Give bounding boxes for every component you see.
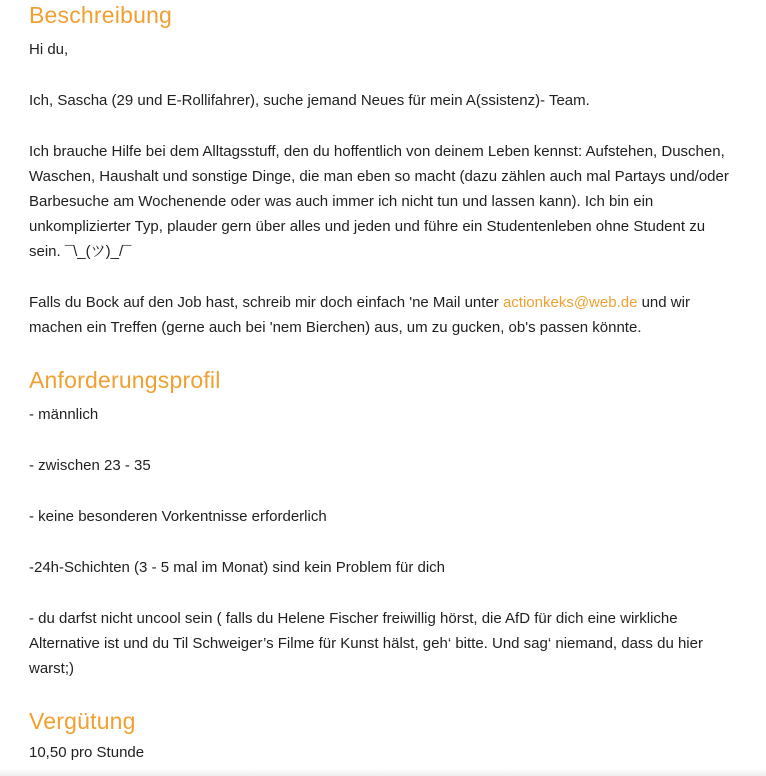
requirement-item: -24h-Schichten (3 - 5 mal im Monat) sind kein Problem für dich <box>29 559 446 576</box>
requirement-item: - männlich <box>29 406 99 423</box>
section-title-beschreibung: Beschreibung <box>29 2 173 28</box>
requirement-item: - keine besonderen Vorkentnisse erforderlich <box>29 508 327 525</box>
section-title-anforderungsprofil: Anforderungsprofil <box>29 367 221 393</box>
bottom-fade-divider <box>0 768 766 776</box>
contact-text-after: und wir machen ein Treffen (gerne auch bei 'nem Bierchen) aus, um zu gucken, ob's passen könnte. <box>29 294 690 336</box>
intro-text: Ich, Sascha (29 und E-Rollifahrer), suche jemand Neues für mein A(ssistenz)- Team. <box>29 92 590 109</box>
salary-text: 10,50 pro Stunde <box>29 744 145 761</box>
greeting-text: Hi du, <box>29 41 69 58</box>
contact-text <box>29 290 739 340</box>
section-title-verguetung: Vergütung <box>29 708 136 734</box>
requirement-item: - du darfst nicht uncool sein ( falls du Helene Fischer freiwillig hörst, die AfD für dich eine wirkliche Alternative ist und du Til Schweiger’s Filme für Kunst hälst, geh‘ bitte. Und sag‘ niemand, dass du hier warst;) <box>29 610 703 677</box>
description-text: Ich brauche Hilfe bei dem Alltagsstuff, den du hoffentlich von deinem Leben kennst: Aufstehen, Duschen, Waschen, Haushalt und sonstige Dinge, die man eben so macht (dazu zählen auch mal Partays und/oder Barbesuche am Wochenende oder was auch immer ich nicht tun und lassen kann). Ich bin ein unkomplizierter Typ, plauder gern über alles und jeden und führe ein Studentenleben ohne Student zu sein. ¯\_(ツ)_/¯ <box>29 143 729 260</box>
requirement-item: - zwischen 23 - 35 <box>29 457 151 474</box>
email-link[interactable]: actionkeks@web.de <box>502 294 638 311</box>
contact-text-before: Falls du Bock auf den Job hast, schreib mir doch einfach 'ne Mail unter <box>29 294 503 311</box>
job-posting <box>29 0 739 765</box>
